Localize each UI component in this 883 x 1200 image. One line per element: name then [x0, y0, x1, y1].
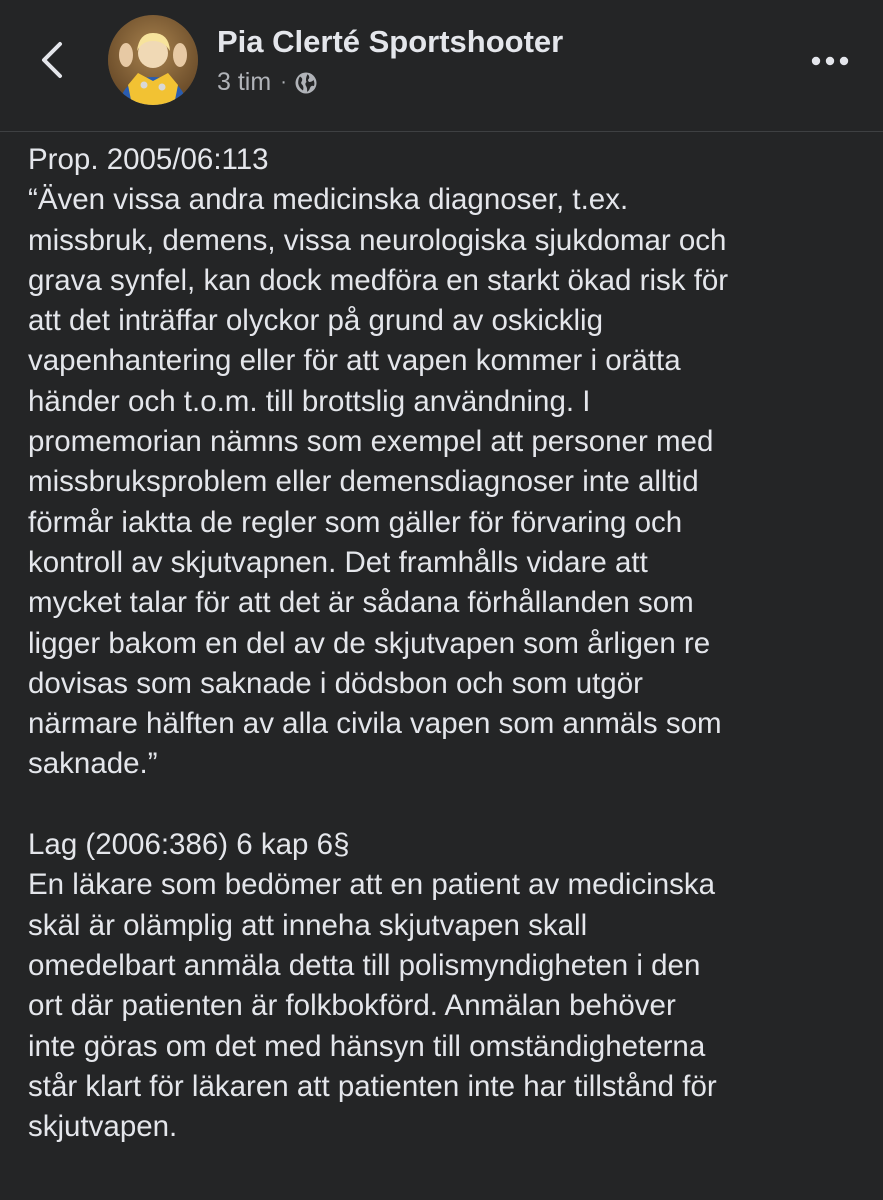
text-line: dovisas som saknade i dödsbon och som utgör [28, 666, 643, 700]
more-options-button[interactable] [802, 44, 858, 78]
post-meta [217, 68, 318, 97]
text-line: promemorian nämns som exempel att personer med [28, 425, 714, 459]
header-divider [0, 131, 883, 132]
text-line: “Även vissa andra medicinska diagnoser, t.ex. [28, 183, 629, 217]
text-line: ligger bakom en del av de skjutvapen som årligen re [28, 626, 711, 660]
text-line: mycket talar för att det är sådana förhållanden som [28, 586, 694, 620]
avatar[interactable] [108, 15, 198, 105]
post-paragraph [28, 140, 868, 785]
text-line: missbruk, demens, vissa neurologiska sjukdomar och [28, 223, 727, 257]
profile-photo [108, 15, 198, 105]
text-line: En läkare som bedömer att en patient av medicinska [28, 868, 716, 902]
more-horizontal-icon [802, 44, 858, 78]
chevron-left-icon [30, 38, 74, 82]
text-line: närmare hälften av alla civila vapen som anmäls som [28, 707, 722, 741]
text-line: ort där patienten är folkbokförd. Anmälan behöver [28, 989, 676, 1023]
text-line: att det inträffar olyckor på grund av oskicklig [28, 304, 603, 338]
text-line: händer och t.o.m. till brottslig användning. I [28, 384, 591, 418]
text-line: står klart för läkaren att patienten inte har tillstånd för [28, 1069, 717, 1103]
post-body [28, 140, 868, 1147]
meta-separator: · [280, 71, 287, 93]
text-line: vapenhantering eller för att vapen kommer i orätta [28, 344, 681, 378]
text-line: Prop. 2005/06:113 [28, 143, 269, 176]
text-line: skjutvapen. [28, 1110, 178, 1144]
text-line: inte göras om det med hänsyn till omständigheterna [28, 1029, 706, 1063]
text-line: förmår iaktta de regler som gäller för förvaring och [28, 505, 683, 539]
text-line: missbruksproblem eller demensdiagnoser inte alltid [28, 465, 699, 499]
timestamp[interactable]: 3 tim [217, 68, 272, 96]
post-header [0, 0, 883, 131]
text-line: kontroll av skjutvapnen. Det framhålls vidare att [28, 545, 648, 579]
back-button[interactable] [30, 38, 74, 82]
post-paragraph [28, 825, 868, 1147]
author-name[interactable]: Pia Clerté Sportshooter [217, 24, 564, 59]
text-line: omedelbart anmäla detta till polismyndigheten i den [28, 948, 701, 982]
text-line: grava synfel, kan dock medföra en starkt ökad risk för [28, 263, 729, 297]
text-line: Lag (2006:386) 6 kap 6§ [28, 828, 350, 862]
text-line: skäl är olämplig att inneha skjutvapen skall [28, 908, 588, 942]
globe-icon [294, 71, 318, 95]
paragraph-gap [28, 785, 868, 825]
text-line: saknade.” [28, 747, 158, 781]
